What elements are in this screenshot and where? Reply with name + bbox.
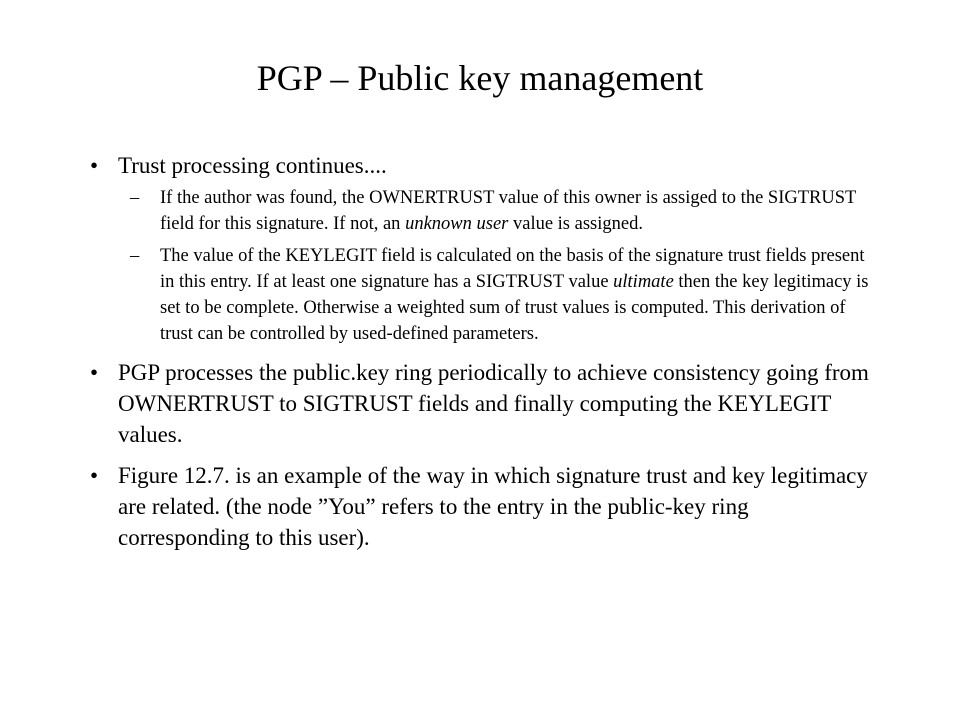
bullet-icon: •: [90, 360, 99, 385]
bullet-icon: •: [90, 463, 99, 488]
bullet-text: PGP processes the public.key ring periodically to achieve consistency going from OWNERTRUST to SIGTRUST fields and finally computing the KEYLEGIT values.: [118, 360, 869, 447]
sub-bullet-item-1: [90, 185, 880, 237]
sub-bullet-item-2: [90, 243, 880, 347]
sub-bullet-emphasis: unknown user: [405, 214, 509, 234]
dash-icon: –: [130, 246, 140, 266]
sub-bullet-text-start: The value of the KEYLEGIT field is calculated on the basis of the signature trust fields present in this entry. If at least one signature has a SIGTRUST value: [160, 246, 865, 292]
bullet-item-3: [90, 460, 880, 553]
sub-bullet-text-end: value is assigned.: [508, 214, 643, 234]
slide-content: [90, 150, 880, 557]
sub-bullet-text-end: then the key legitimacy is set to be complete. Otherwise a weighted sum of trust values is computed. This derivation of trust can be controlled by used-defined parameters.: [160, 272, 869, 344]
bullet-text: Trust processing continues....: [118, 153, 387, 178]
sub-bullet-text-start: If the author was found, the OWNERTRUST value of this owner is assiged to the SIGTRUST field for this signature. If not, an: [160, 188, 856, 234]
bullet-item-2: [90, 357, 880, 450]
slide-title: PGP – Public key management: [256, 58, 704, 98]
sub-bullet-emphasis: ultimate: [613, 272, 674, 292]
dash-icon: –: [130, 188, 140, 208]
bullet-icon: •: [90, 153, 99, 178]
bullet-item-1: [90, 150, 880, 181]
bullet-text: Figure 12.7. is an example of the way in which signature trust and key legitimacy are related. (the node ”You” refers to the entry in the public-key ring corresponding to this user).: [118, 463, 868, 550]
sub-bullet-list: [90, 185, 880, 347]
